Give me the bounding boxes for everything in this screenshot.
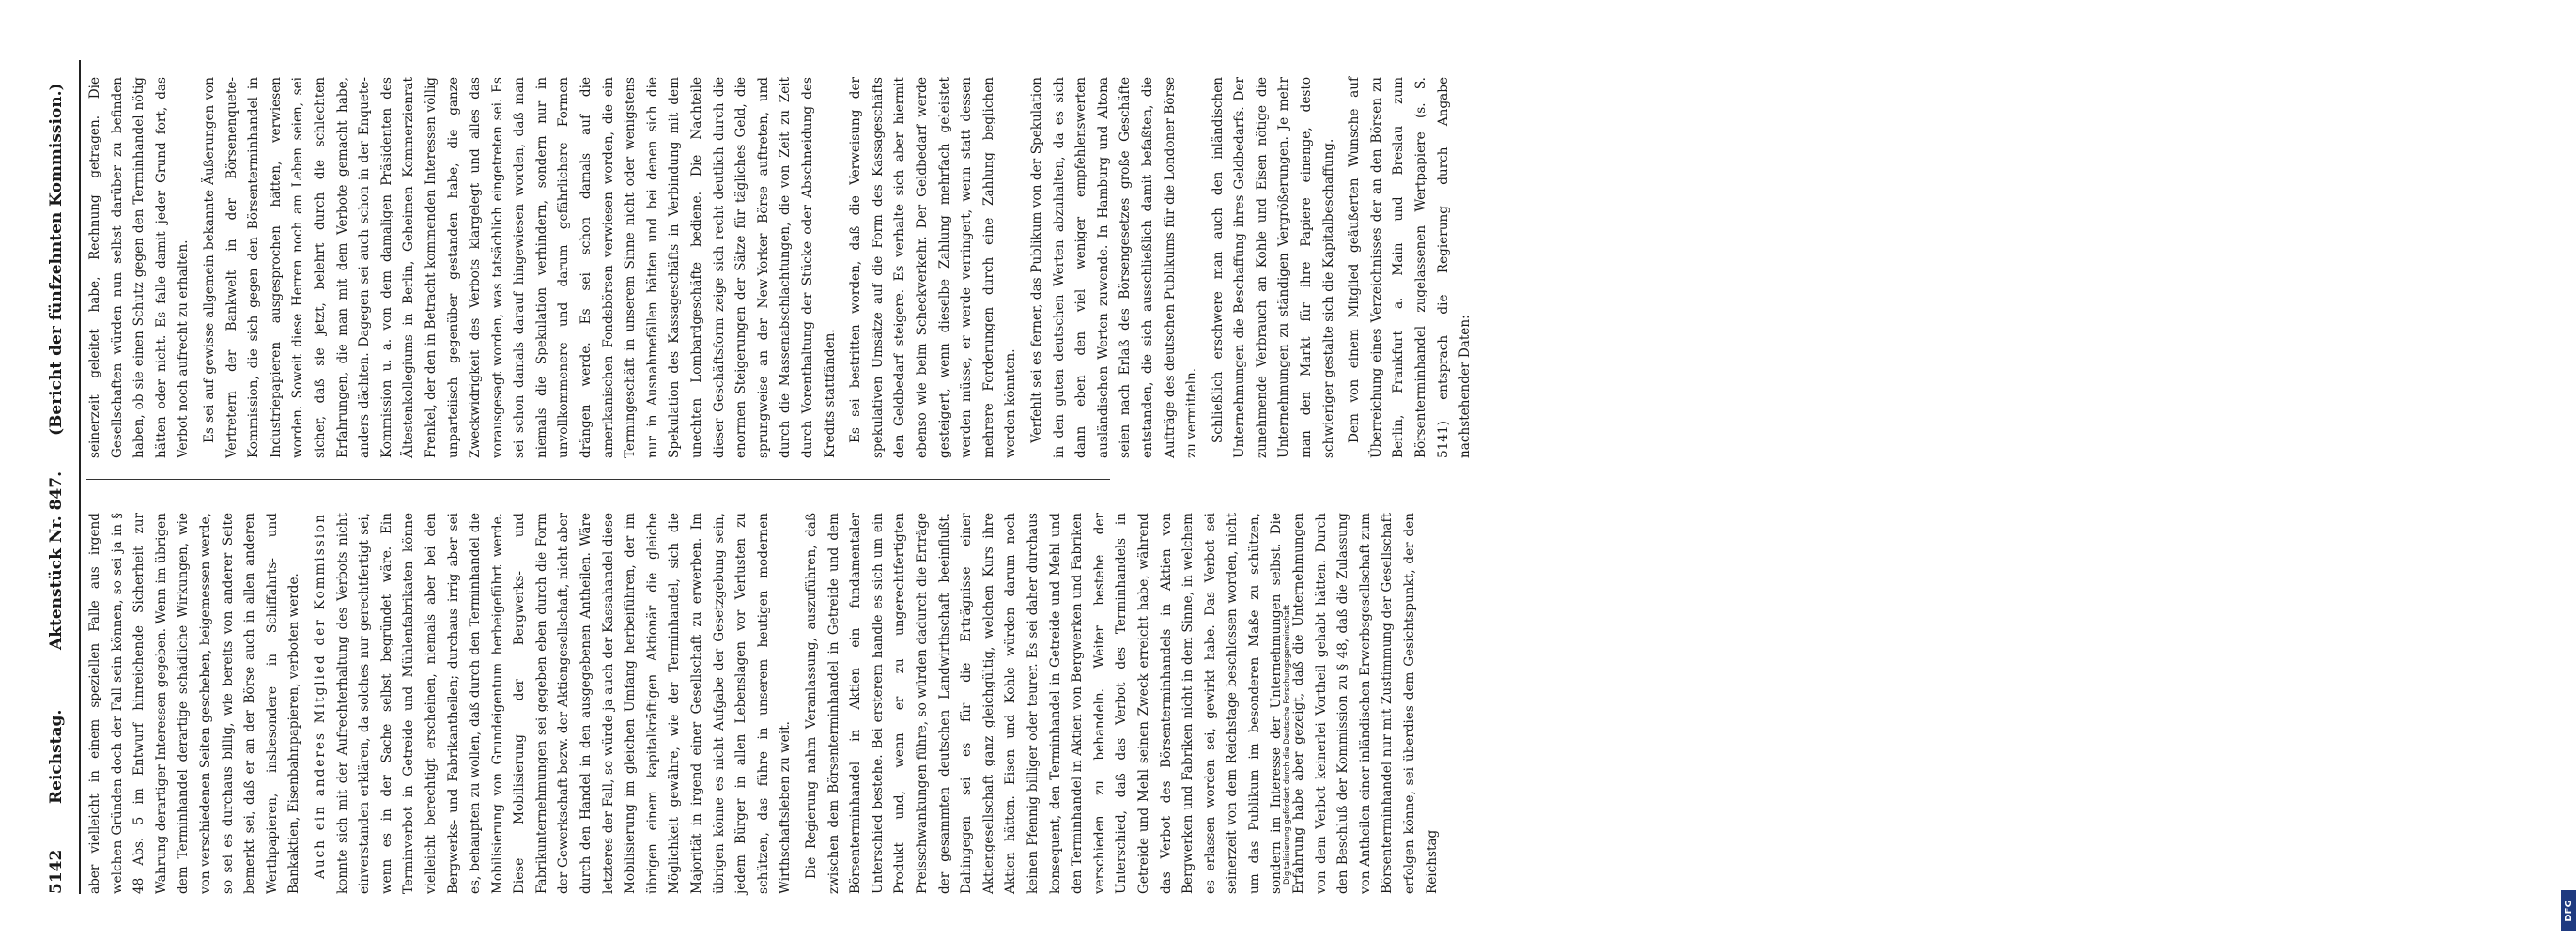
paragraph: Dem von einem Mitglied geäußerten Wunsche auf Überreichung eines Verzeichnisses der an den Börsen zu Berlin, Frankfurt a. Main und Breslau zum Börsenterminhandel zugelassenen Wertpapiere (s. S. 5141) entsprach die Regierung durch Angabe nachstehender Daten: xyxy=(1347,77,1473,458)
dfg-logo: DFG xyxy=(2561,890,2576,931)
paragraph: Es sei bestritten worden, daß die Verweisung der spekulativen Umsätze auf die Form des Kassageschäfts den Geldbedarf steigere. Es verhalte sich aber hiermit ebenso wie beim Scheckverkehr. Der Geldbedarf werde gesteigert, wenn dieselbe Zahlung mehrfach geleistet werden müsse, er werde verringert, wenn statt dessen mehrere Forderungen durch eine Zahlung beglichen werden könnten. xyxy=(848,77,1019,458)
paragraph: aber vielleicht in einem speziellen Falle aus irgend welchen Gründen doch der Fall sein können, so sei ja in § 48 Abs. 5 im Entwurf hinreichende Sicherheit zur Wahrung derartiger Interessen gegeben. Wenn im übrigen dem Terminhandel derartige schädliche Wirkungen, wie von verschiedenen Seiten geschehen, beigemessen werde, so sei es durchaus billig, wie bereits von anderer Seite bemerkt sei, daß er an der Börse auch in allen anderen Werthpapieren, insbesondere in Schiffahrts- und Bankaktien, Eisenbahnpapieren, verboten werde. xyxy=(87,513,302,894)
page-header xyxy=(39,60,77,894)
paragraph-body: konnte sich mit der Aufrechterhaltung des Verbots nicht einverstanden erklären, da solches nur gerechtfertigt sei, wenn es in der Sache selbst begründet wäre. Ein Terminverbot in Getreide und Mühlenfabrikaten könne vielleicht berechtigt erscheinen, niemals aber bei den Bergwerks- und Fabrikantheilen; durchaus irrig aber sei es, behaupten zu wollen, daß durch den Terminhandel die Mobilisierung von Grundeigentum herbeigeführt werde. Diese Mobilisierung der Bergwerks- und Fabrikunternehmungen sei gegeben eben durch die Form der Gewerkschaft bezw. der Aktiengesellschaft, nicht aber durch den Handel in den ausgegebenen Antheilen. Wäre letzteres der Fall, so würde ja auch der Kassahandel diese Mobilisierung im gleichen Umfang herbeiführen, der im übrigen einem kapitalkräftigen Aktionär die gleiche Möglichkeit gewähre, wie der Terminhandel, sich die Majorität in irgend einer Gesellschaft zu erwerben. Im übrigen könne es nicht Aufgabe der Gesetzgebung sein, jedem Bürger in allen Lebenslagen vor Verlusten zu schützen, das führe in unserem heutigen modernen Wirthschaftsleben zu weit. xyxy=(334,513,794,894)
paragraph: Verfehlt sei es ferner, das Publikum von der Spekulation in den guten deutschen Werten abzuhalten, da es sich dann eben den viel weniger empfehlenswerten ausländischen Werten zuwende. In Hamburg und Altona seien nach Erlaß des Börsengesetzes große Geschäfte entstanden, die sich ausschließlich damit befaßten, die Aufträge des deutschen Publikums für die Londoner Börse zu vermitteln. xyxy=(1028,77,1200,458)
column-divider xyxy=(86,479,1110,480)
header-rule xyxy=(79,60,81,894)
paragraph xyxy=(310,513,797,894)
paragraph: Schließlich erschwere man auch den inländischen Unternehmungen die Beschaffung ihres Geldbedarfs. Der zunehmende Verbrauch an Kohle und Eisen nötige die Unternehmungen zu ständigen Vergrößerungen. Je mehr man den Markt für ihre Papiere einenge, desto schwieriger gestalte sich die Kapitalbeschaffung. xyxy=(1210,77,1336,458)
header-report-title: (Bericht der fünfzehnten Kommission.) xyxy=(47,83,66,436)
paragraph: seinerzeit geleitet habe, Rechnung getragen. Die Gesellschaften würden nun selbst darüber zu befinden haben, ob sie einen Schutz gegen den Terminhandel nötig hätten oder nicht. Es falle damit jeder Grund fort, das Verbot noch aufrecht zu erhalten. xyxy=(87,77,192,458)
credit-text: Digitalisierung gefördert durch die Deutsche Forschungsgemeinschaft xyxy=(1283,604,1292,885)
paragraph: Es sei auf gewisse allgemein bekannte Äußerungen von Vertretern der Bankwelt in der Börsenenquete-Kommission, die sich gegen den Börsenterminhandel in Industriepapieren ausgesprochen hätten, verwiesen worden. Soweit diese Herren noch am Leben seien, sei sicher, daß sie jetzt, belehrt durch die schlechten Erfahrungen, die man mit dem Verbote gemacht habe, anders dächten. Dagegen sei auch schon in der Enquete-Kommission u. a. von dem damaligen Präsidenten des Ältestenkollegiums in Berlin, Geheimen Kommerzienrat Frenkel, der den in Betracht kommenden Interessen völlig unparteiisch gegenüber gestanden habe, die ganze Zweckwidrigkeit des Verbots klargelegt und alles das vorausgesagt worden, was tatsächlich eingetreten sei. Es sei schon damals darauf hingewiesen worden, daß man niemals die Spekulation verhindern, sondern nur in unvollkommenere und darum gefährlichere Formen drängen werde. Es sei schon damals auf die amerikanischen Fondsbörsen verwiesen worden, die ein Termingeschäft in unserem Sinne nicht oder wenigstens nur in Ausnahmefällen hätten und bei denen sich die Spekulation des Kassageschäfts in Verbindung mit dem unechten Lombardgeschäfte bediene. Die Nachteile dieser Geschäftsform zeige sich recht deutlich durch die enormen Steigerungen der Sätze für tägliches Geld, die sprungweise an der New-Yorker Börse auftreten, und durch die Massenabschlachtungen, die von Zeit zu Zeit durch Vorenthaltung der Stücke oder Abschneidung des Kredits stattfänden. xyxy=(201,77,838,458)
page-number: 5142 xyxy=(47,849,66,894)
header-publication: Reichstag. xyxy=(47,709,66,804)
text-column-right xyxy=(85,77,1481,458)
header-document-number: Aktenstück Nr. 847. xyxy=(47,470,66,650)
paragraph: Die Regierung nahm Veranlassung, auszuführen, daß zwischen dem Börsenterminhandel in Getreide und dem Börsenterminhandel in Aktien ein fundamentaler Unterschied bestehe. Bei ersterem handle es sich um ein Produkt und, wenn er zu ungerechtfertigten Preisschwankungen führe, so würden dadurch die Erträge der gesammten deutschen Landwirthschaft beeinflußt. Dahingegen sei es für die Erträgnisse einer Aktiengesellschaft ganz gleichgültig, welchen Kurs ihre Aktien hätten. Eisen und Kohle würden darum noch keinen Pfennig billiger oder teurer. Es sei daher durchaus konsequent, den Terminhandel in Getreide und Mehl und den Terminhandel in Aktien von Bergwerken und Fabriken verschieden zu behandeln. Weiter bestehe der Unterschied, daß das Verbot des Terminhandels in Getreide und Mehl seinen Zweck erreicht habe, während das Verbot des Börsenterminhandels in Aktien von Bergwerken und Fabriken nicht in dem Sinne, in welchem es erlassen worden sei, gewirkt habe. Das Verbot sei seinerzeit von dem Reichstage beschlossen worden, nicht um das Publikum im besonderen Maße zu schützen, sondern im Interesse der Unternehmungen selbst. Die Erfahrung habe aber gezeigt, daß die Unternehmungen von dem Verbot keinerlei Vortheil gehabt hätten. Durch den Beschluß der Kommission zu § 48, daß die Zulassung von Antheilen einer inländischen Erwerbsgesellschaft zum Börsenterminhandel nur mit Zustimmung der Gesellschaft erfolgen könne, sei überdies dem Gesichtspunkt, der den Reichstag xyxy=(804,513,1440,894)
text-column-left xyxy=(85,513,1447,894)
paragraph-lead: Auch ein anderes Mitglied der Kommission xyxy=(312,513,328,879)
